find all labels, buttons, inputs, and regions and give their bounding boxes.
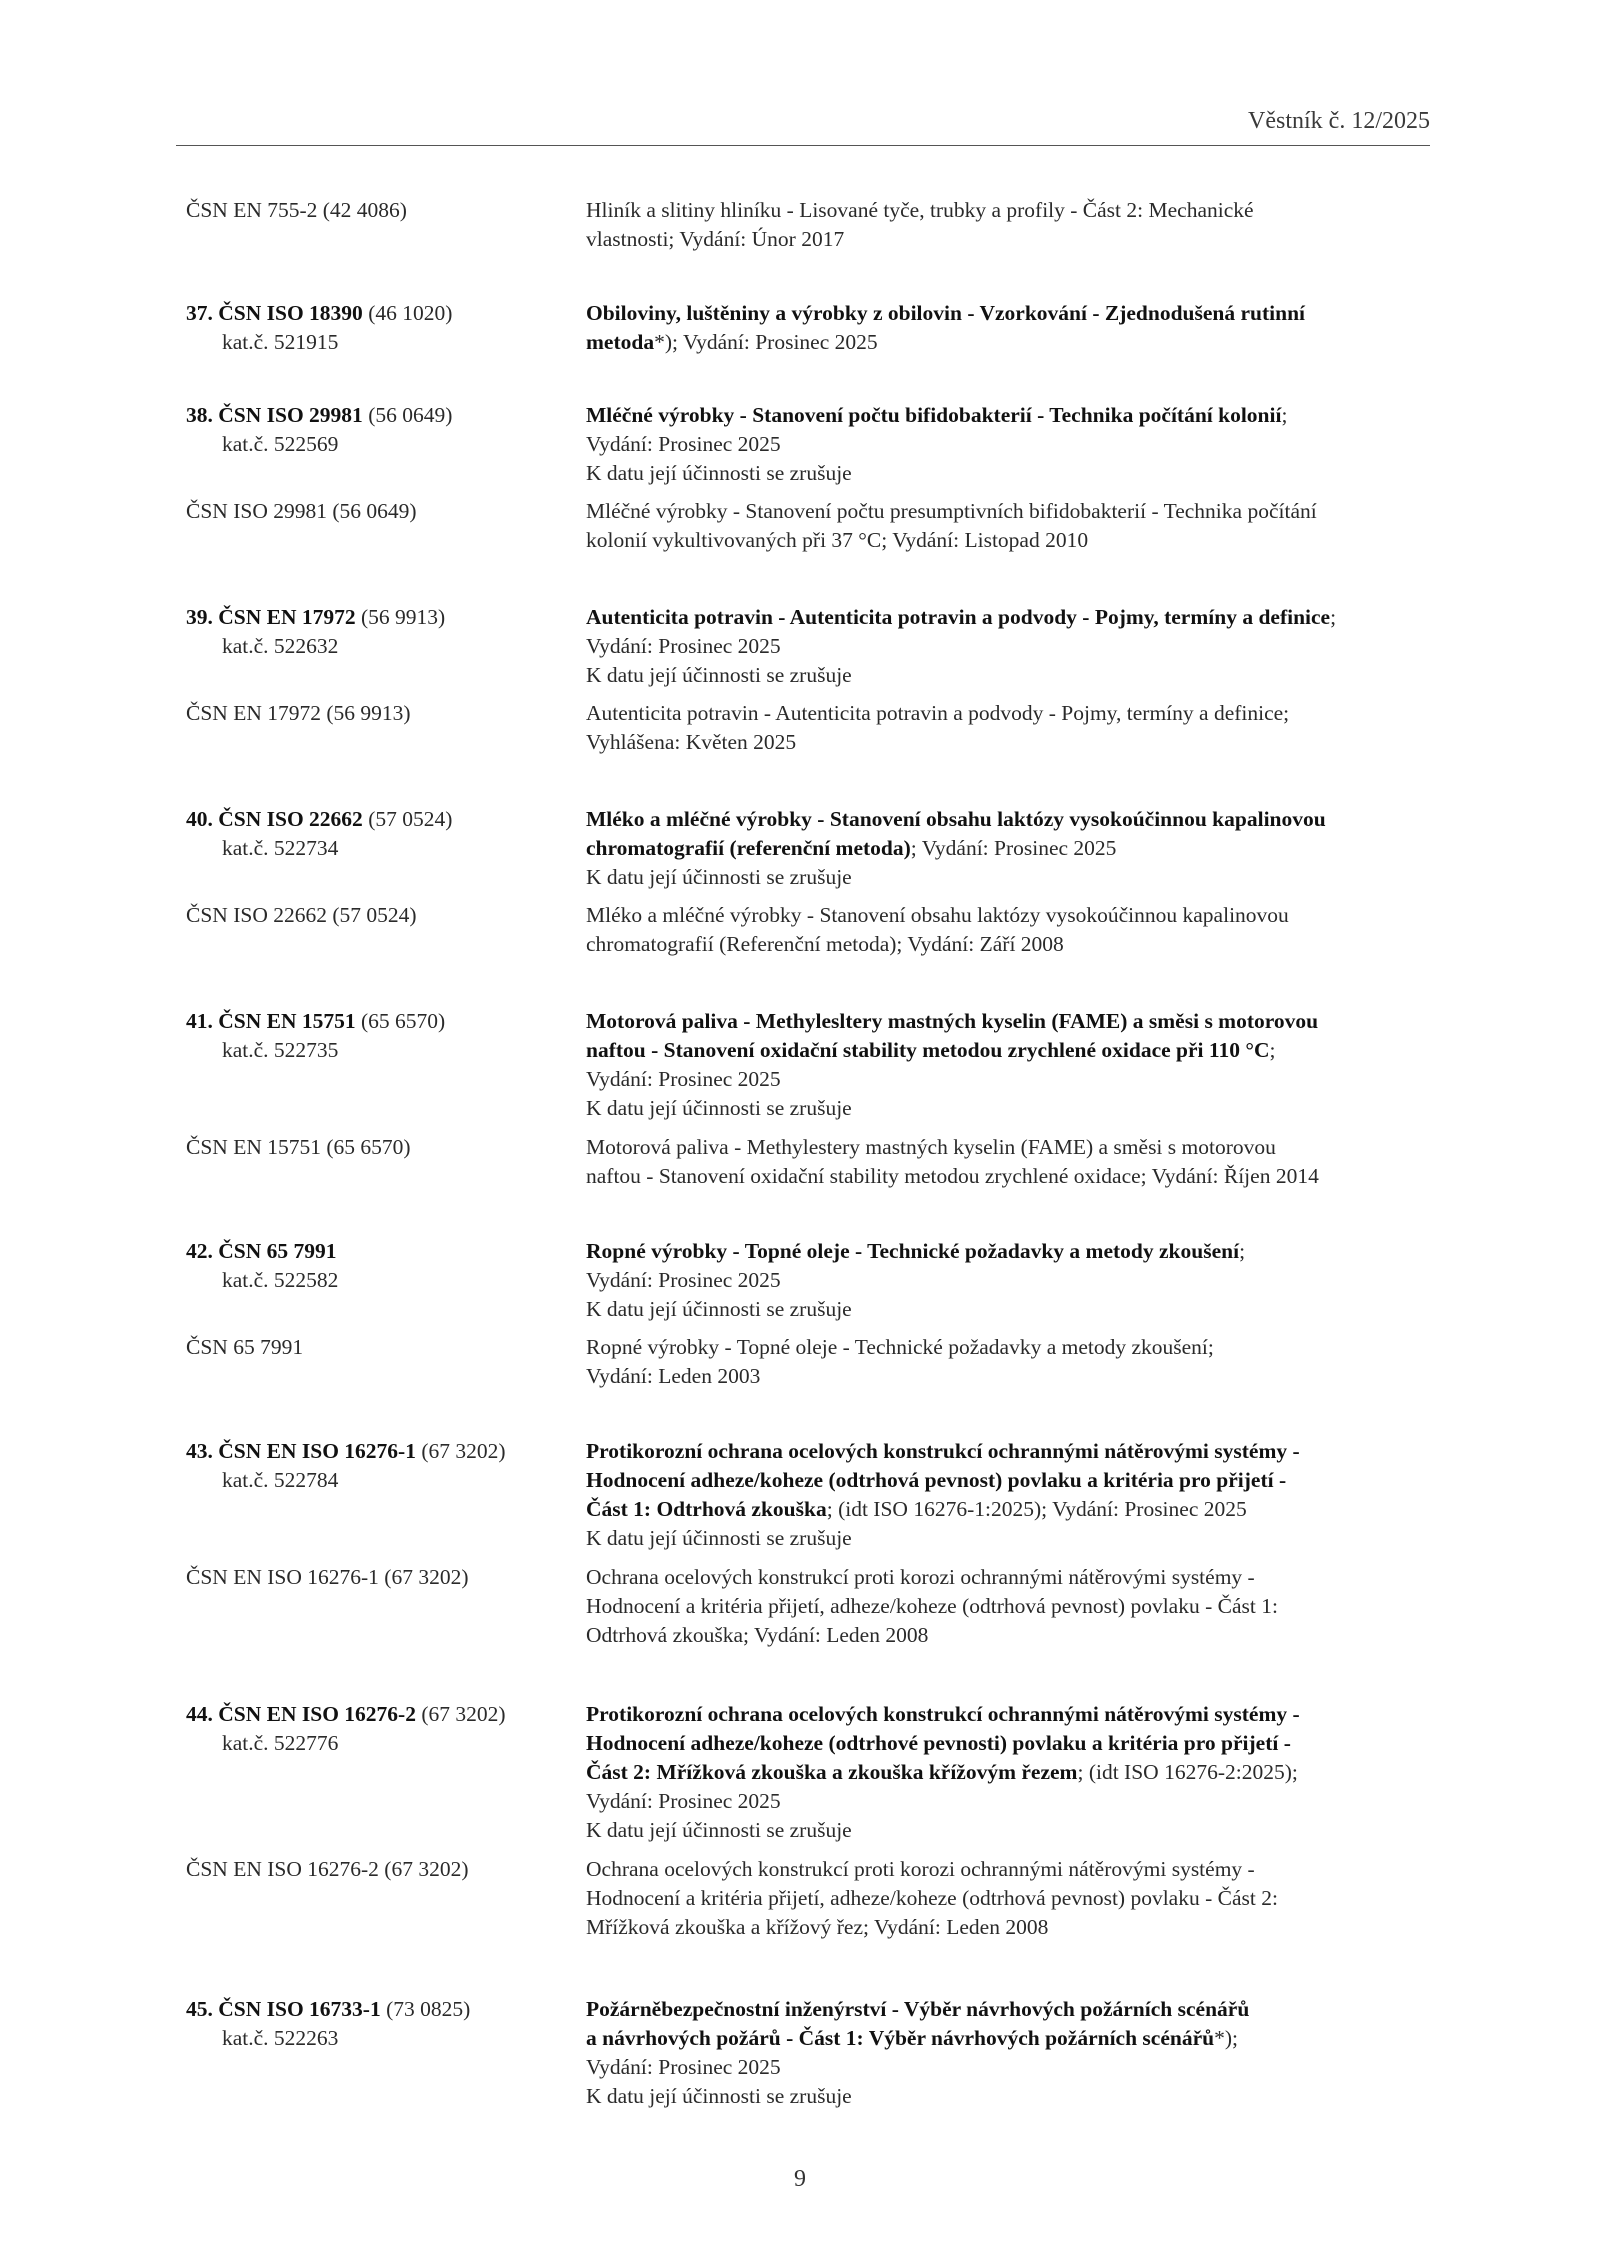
issue-date: Vydání: Prosinec 2025 bbox=[586, 1268, 781, 1292]
standard-title: Protikorozní ochrana ocelových konstrukcí ochrannými nátěrovými systémy - bbox=[586, 1702, 1300, 1726]
standard-title: chromatografií (referenční metoda); Vydání: Prosinec 2025 bbox=[586, 836, 1117, 860]
standard-title: Mléčné výrobky - Stanovení počtu bifidobakterií - Technika počítání kolonií; bbox=[586, 403, 1288, 427]
issue-date: Vydání: Prosinec 2025 bbox=[586, 1067, 781, 1091]
standard-code: 39. ČSN EN 17972 (56 9913) bbox=[186, 605, 446, 629]
issue-date: Vydání: Prosinec 2025 bbox=[586, 432, 781, 456]
old-standard-title: Hodnocení a kritéria přijetí, adheze/koheze (odtrhová pevnost) povlaku - Část 2: bbox=[586, 1886, 1278, 1910]
old-standard-title: Hodnocení a kritéria přijetí, adheze/koheze (odtrhová pevnost) povlaku - Část 1: bbox=[586, 1594, 1278, 1618]
old-standard-title: kolonií vykultivovaných při 37 °C; Vydání: Listopad 2010 bbox=[586, 528, 1089, 552]
catalog-number: kat.č. 522735 bbox=[222, 1038, 339, 1062]
header-divider bbox=[176, 145, 1430, 146]
old-standard-title: Vydání: Leden 2003 bbox=[586, 1364, 761, 1388]
standard-title: Požárněbezpečnostní inženýrství - Výběr návrhových požárních scénářů bbox=[586, 1997, 1250, 2021]
old-standard-title: Hliník a slitiny hliníku - Lisované tyče, trubky a profily - Část 2: Mechanické bbox=[586, 198, 1254, 222]
old-standard-title: Mléčné výrobky - Stanovení počtu presumptivních bifidobakterií - Technika počítání bbox=[586, 499, 1317, 523]
standard-code: 42. ČSN 65 7991 bbox=[186, 1239, 337, 1263]
page-header: Věstník č. 12/2025 bbox=[1248, 108, 1430, 134]
old-standard-code: ČSN 65 7991 bbox=[186, 1335, 304, 1359]
standard-code: 44. ČSN EN ISO 16276-2 (67 3202) bbox=[186, 1702, 506, 1726]
cancellation-note: K datu její účinnosti se zrušuje bbox=[586, 2084, 852, 2108]
old-standard-code: ČSN ISO 29981 (56 0649) bbox=[186, 499, 417, 523]
old-standard-title: Vyhlášena: Květen 2025 bbox=[586, 730, 797, 754]
standard-title: Hodnocení adheze/koheze (odtrhové pevnosti) povlaku a kritéria pro přijetí - bbox=[586, 1731, 1291, 1755]
standard-title: naftou - Stanovení oxidační stability metodou zrychlené oxidace při 110 °C; bbox=[586, 1038, 1276, 1062]
issue-date: Vydání: Prosinec 2025 bbox=[586, 1789, 781, 1813]
old-standard-title: Ochrana ocelových konstrukcí proti korozi ochrannými nátěrovými systémy - bbox=[586, 1857, 1255, 1881]
catalog-number: kat.č. 522632 bbox=[222, 634, 339, 658]
old-standard-code: ČSN EN 15751 (65 6570) bbox=[186, 1135, 411, 1159]
catalog-number: kat.č. 522263 bbox=[222, 2026, 339, 2050]
cancellation-note: K datu její účinnosti se zrušuje bbox=[586, 1818, 852, 1842]
standard-title: Obiloviny, luštěniny a výrobky z obilovin - Vzorkování - Zjednodušená rutinní bbox=[586, 301, 1306, 325]
cancellation-note: K datu její účinnosti se zrušuje bbox=[586, 461, 852, 485]
old-standard-title: Odtrhová zkouška; Vydání: Leden 2008 bbox=[586, 1623, 929, 1647]
standard-title: Část 1: Odtrhová zkouška; (idt ISO 16276-1:2025); Vydání: Prosinec 2025 bbox=[586, 1497, 1247, 1521]
standard-title: Motorová paliva - Methylesltery mastných kyselin (FAME) a směsi s motorovou bbox=[586, 1009, 1319, 1033]
cancellation-note: K datu její účinnosti se zrušuje bbox=[586, 1297, 852, 1321]
old-standard-title: chromatografií (Referenční metoda); Vydání: Září 2008 bbox=[586, 932, 1064, 956]
old-standard-code: ČSN EN ISO 16276-1 (67 3202) bbox=[186, 1565, 469, 1589]
cancellation-note: K datu její účinnosti se zrušuje bbox=[586, 865, 852, 889]
standard-title: a návrhových požárů - Část 1: Výběr návrhových požárních scénářů*); bbox=[586, 2026, 1238, 2050]
catalog-number: kat.č. 522582 bbox=[222, 1268, 339, 1292]
standard-title: Hodnocení adheze/koheze (odtrhová pevnost) povlaku a kritéria pro přijetí - bbox=[586, 1468, 1287, 1492]
old-standard-title: Ropné výrobky - Topné oleje - Technické požadavky a metody zkoušení; bbox=[586, 1335, 1214, 1359]
old-standard-title: Motorová paliva - Methylestery mastných kyselin (FAME) a směsi s motorovou bbox=[586, 1135, 1276, 1159]
catalog-number: kat.č. 522784 bbox=[222, 1468, 339, 1492]
issue-date: Vydání: Prosinec 2025 bbox=[586, 2055, 781, 2079]
standard-title: Ropné výrobky - Topné oleje - Technické požadavky a metody zkoušení; bbox=[586, 1239, 1246, 1263]
standard-title: Část 2: Mřížková zkouška a zkouška křížovým řezem; (idt ISO 16276-2:2025); bbox=[586, 1760, 1298, 1784]
standard-code: 40. ČSN ISO 22662 (57 0524) bbox=[186, 807, 453, 831]
catalog-number: kat.č. 522734 bbox=[222, 836, 339, 860]
issue-date: Vydání: Prosinec 2025 bbox=[586, 634, 781, 658]
old-standard-code: ČSN EN ISO 16276-2 (67 3202) bbox=[186, 1857, 469, 1881]
standard-title: Autenticita potravin - Autenticita potravin a podvody - Pojmy, termíny a definice; bbox=[586, 605, 1337, 629]
standard-title: Protikorozní ochrana ocelových konstrukcí ochrannými nátěrovými systémy - bbox=[586, 1439, 1300, 1463]
standard-code: 43. ČSN EN ISO 16276-1 (67 3202) bbox=[186, 1439, 506, 1463]
old-standard-title: naftou - Stanovení oxidační stability metodou zrychlené oxidace; Vydání: Říjen 2014 bbox=[586, 1164, 1319, 1188]
old-standard-title: vlastnosti; Vydání: Únor 2017 bbox=[586, 227, 845, 251]
old-standard-code: ČSN EN 17972 (56 9913) bbox=[186, 701, 411, 725]
standard-code: 37. ČSN ISO 18390 (46 1020) bbox=[186, 301, 453, 325]
old-standard-code: ČSN ISO 22662 (57 0524) bbox=[186, 903, 417, 927]
old-standard-code: ČSN EN 755-2 (42 4086) bbox=[186, 198, 407, 222]
standard-code: 45. ČSN ISO 16733-1 (73 0825) bbox=[186, 1997, 471, 2021]
catalog-number: kat.č. 522776 bbox=[222, 1731, 339, 1755]
old-standard-title: Mléko a mléčné výrobky - Stanovení obsahu laktózy vysokoúčinnou kapalinovou bbox=[586, 903, 1289, 927]
old-standard-title: Autenticita potravin - Autenticita potravin a podvody - Pojmy, termíny a definice; bbox=[586, 701, 1290, 725]
catalog-number: kat.č. 521915 bbox=[222, 330, 339, 354]
standard-code: 41. ČSN EN 15751 (65 6570) bbox=[186, 1009, 446, 1033]
old-standard-title: Mřížková zkouška a křížový řez; Vydání: Leden 2008 bbox=[586, 1915, 1049, 1939]
standard-title: Mléko a mléčné výrobky - Stanovení obsahu laktózy vysokoúčinnou kapalinovou bbox=[586, 807, 1326, 831]
standard-code: 38. ČSN ISO 29981 (56 0649) bbox=[186, 403, 453, 427]
cancellation-note: K datu její účinnosti se zrušuje bbox=[586, 663, 852, 687]
page-number: 9 bbox=[794, 2166, 806, 2192]
cancellation-note: K datu její účinnosti se zrušuje bbox=[586, 1526, 852, 1550]
standard-title: metoda*); Vydání: Prosinec 2025 bbox=[586, 330, 878, 354]
catalog-number: kat.č. 522569 bbox=[222, 432, 339, 456]
cancellation-note: K datu její účinnosti se zrušuje bbox=[586, 1096, 852, 1120]
old-standard-title: Ochrana ocelových konstrukcí proti korozi ochrannými nátěrovými systémy - bbox=[586, 1565, 1255, 1589]
